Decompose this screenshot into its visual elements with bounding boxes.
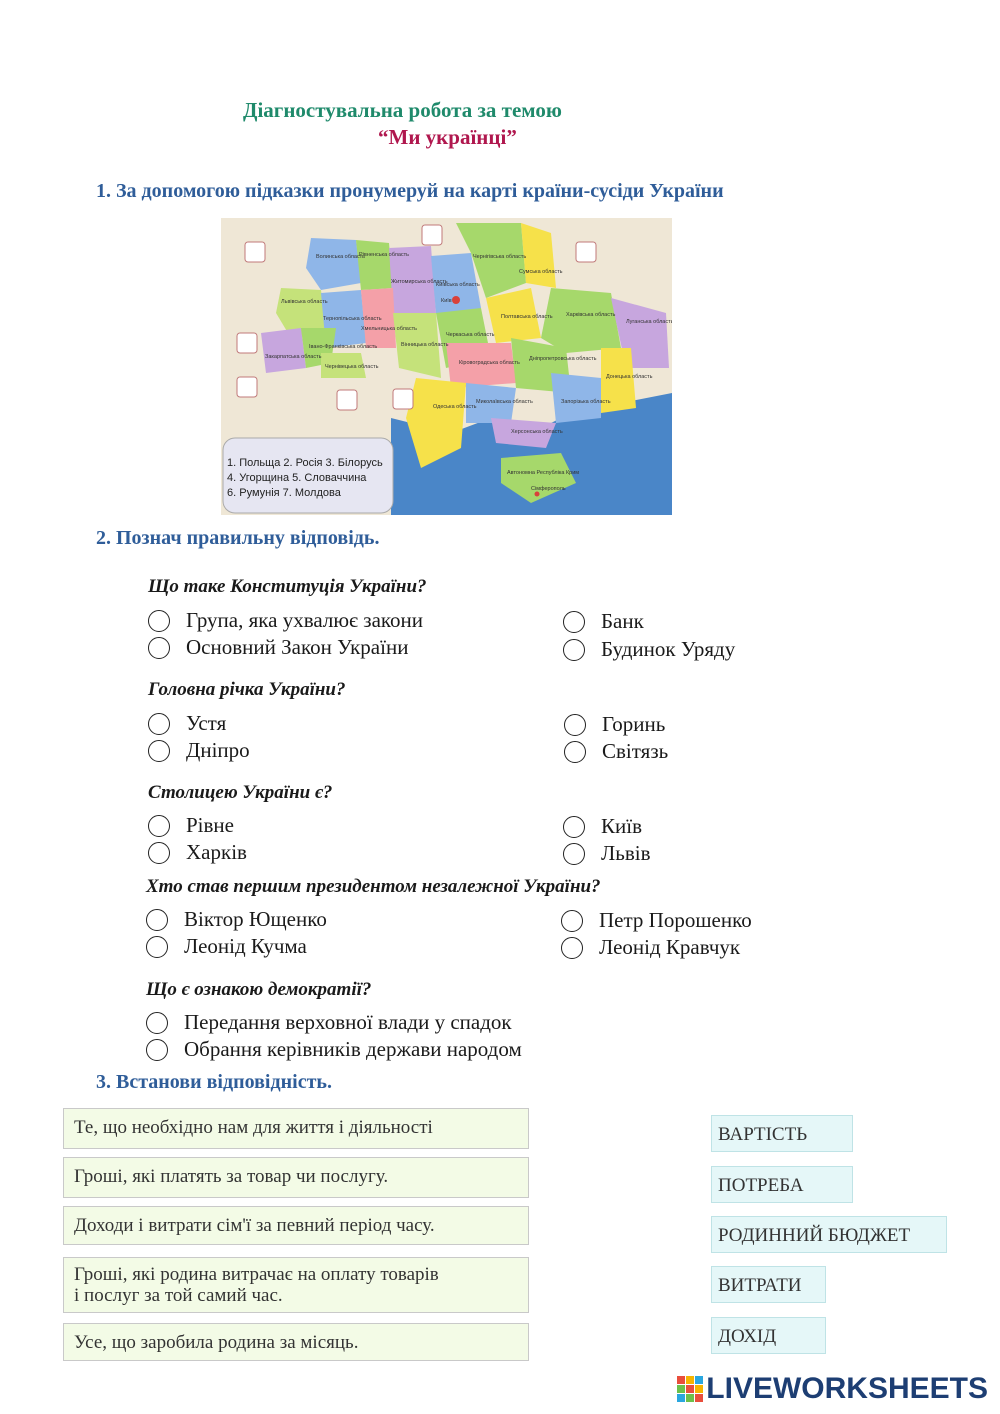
match-definition[interactable]: Доходи і витрати сім'ї за певний період часу. [63, 1206, 529, 1245]
radio-button[interactable] [148, 637, 170, 659]
region-label: Полтавська область [501, 314, 553, 320]
region-label: Волинська область [316, 254, 366, 260]
answer-option[interactable]: Основний Закон України [148, 635, 408, 660]
region-label: Чернівецька область [325, 364, 379, 370]
radio-button[interactable] [563, 816, 585, 838]
region-label: Черкаська область [446, 332, 495, 338]
answer-option[interactable]: Передання верховної влади у спадок [146, 1010, 512, 1035]
answer-option[interactable]: Львів [563, 841, 651, 866]
radio-button[interactable] [563, 843, 585, 865]
region-label: Львівська область [281, 299, 328, 305]
radio-button[interactable] [148, 610, 170, 632]
region-label: Харківська область [566, 312, 616, 318]
radio-button[interactable] [148, 740, 170, 762]
legend-line: 1. Польща 2. Росія 3. Білорусь [227, 457, 383, 469]
question-title: Що є ознакою демократії? [146, 979, 372, 1000]
match-definition[interactable]: Гроші, які платять за товар чи послугу. [63, 1157, 529, 1198]
region-label: Івано-Франківська область [309, 344, 378, 350]
ukraine-map-svg [221, 218, 672, 515]
answer-option[interactable]: Петр Порошенко [561, 908, 752, 933]
answer-option[interactable]: Група, яка ухвалює закони [148, 608, 423, 633]
region-label: Київська область [436, 282, 480, 288]
kyiv-marker [452, 296, 460, 304]
region-label: Одеська область [433, 404, 477, 410]
region-label: Чернігівська область [473, 254, 527, 260]
region-label: Хмельницька область [361, 326, 418, 332]
map-answer-box[interactable] [237, 333, 257, 353]
question-title: Що таке Конституція України? [148, 576, 427, 597]
region-label: Херсонська область [511, 429, 563, 435]
answer-option[interactable]: Леонід Кравчук [561, 935, 740, 960]
region-label: Сімферополь [531, 486, 566, 492]
map-answer-box[interactable] [337, 390, 357, 410]
radio-button[interactable] [146, 936, 168, 958]
simferopol-marker [535, 492, 540, 497]
region-label: Донецька область [606, 374, 653, 380]
match-definition[interactable]: Те, що необхідно нам для життя і діяльності [63, 1108, 529, 1149]
answer-option[interactable]: Віктор Ющенко [146, 907, 327, 932]
radio-button[interactable] [563, 611, 585, 633]
match-term[interactable]: ВИТРАТИ [711, 1266, 826, 1303]
ukraine-map [221, 218, 672, 515]
question-title: Столицею України є? [148, 782, 333, 803]
radio-button[interactable] [148, 842, 170, 864]
map-answer-box[interactable] [245, 242, 265, 262]
radio-button[interactable] [148, 815, 170, 837]
radio-button[interactable] [561, 910, 583, 932]
question-title: Головна річка України? [148, 679, 346, 700]
answer-option[interactable]: Обрання керівників держави народом [146, 1037, 522, 1062]
region-label: Закарпатська область [265, 354, 322, 360]
match-term[interactable]: ВАРТІСТЬ [711, 1115, 853, 1152]
worksheet-title: Діагностувальна робота за темою [243, 98, 562, 122]
radio-button[interactable] [146, 909, 168, 931]
match-term[interactable]: ПОТРЕБА [711, 1166, 853, 1203]
answer-option[interactable]: Рівне [148, 813, 234, 838]
section1-heading: 1. За допомогою підказки пронумеруй на карті країни-сусіди України [96, 180, 724, 202]
radio-button[interactable] [561, 937, 583, 959]
map-answer-box[interactable] [393, 389, 413, 409]
map-answer-box[interactable] [422, 225, 442, 245]
match-definition[interactable]: Гроші, які родина витрачає на оплату товарів і послуг за той самий час. [63, 1257, 529, 1313]
answer-option[interactable]: Харків [148, 840, 247, 865]
worksheet-subtitle: “Ми українці” [378, 125, 517, 149]
radio-button[interactable] [148, 713, 170, 735]
match-definition[interactable]: Усе, що заробила родина за місяць. [63, 1323, 529, 1361]
radio-button[interactable] [564, 741, 586, 763]
map-answer-box[interactable] [237, 377, 257, 397]
answer-option[interactable]: Устя [148, 711, 226, 736]
region-label: Житомирська область [391, 279, 448, 285]
radio-button[interactable] [146, 1012, 168, 1034]
region-label: Київ [441, 298, 452, 304]
radio-button[interactable] [564, 714, 586, 736]
region-label: Автономна Республіка Крим [507, 470, 580, 476]
answer-option[interactable]: Київ [563, 814, 642, 839]
region-label: Запорізька область [561, 399, 611, 405]
section3-heading: 3. Встанови відповідність. [96, 1071, 332, 1093]
region-label: Вінницька область [401, 342, 449, 348]
answer-option[interactable]: Дніпро [148, 738, 250, 763]
region-label: Кіровоградська область [459, 360, 520, 366]
answer-option[interactable]: Будинок Уряду [563, 637, 735, 662]
answer-option[interactable]: Світязь [564, 739, 668, 764]
section2-heading: 2. Познач правильну відповідь. [96, 527, 380, 549]
region-label: Дніпропетровська область [529, 356, 597, 362]
match-term[interactable]: РОДИННИЙ БЮДЖЕТ [711, 1216, 947, 1253]
region-label: Луганська область [626, 319, 672, 325]
region-label: Тернопільська область [323, 316, 382, 322]
legend-line: 4. Угорщина 5. Словаччина [227, 472, 367, 484]
region-label: Рівненська область [359, 252, 410, 258]
region-label: Миколаївська область [476, 399, 533, 405]
answer-option[interactable]: Леонід Кучма [146, 934, 307, 959]
legend-line: 6. Румунія 7. Молдова [227, 487, 341, 499]
region-label: Сумська область [519, 269, 563, 275]
logo-mark-icon [677, 1376, 703, 1402]
radio-button[interactable] [146, 1039, 168, 1061]
radio-button[interactable] [563, 639, 585, 661]
match-term[interactable]: ДОХІД [711, 1317, 826, 1354]
liveworksheets-logo[interactable] [677, 1372, 988, 1406]
answer-option[interactable]: Банк [563, 609, 644, 634]
question-title: Хто став першим президентом незалежної України? [146, 876, 601, 897]
brand-name: LIVEWORKSHEETS [706, 1372, 988, 1405]
answer-option[interactable]: Горинь [564, 712, 665, 737]
map-answer-box[interactable] [576, 242, 596, 262]
